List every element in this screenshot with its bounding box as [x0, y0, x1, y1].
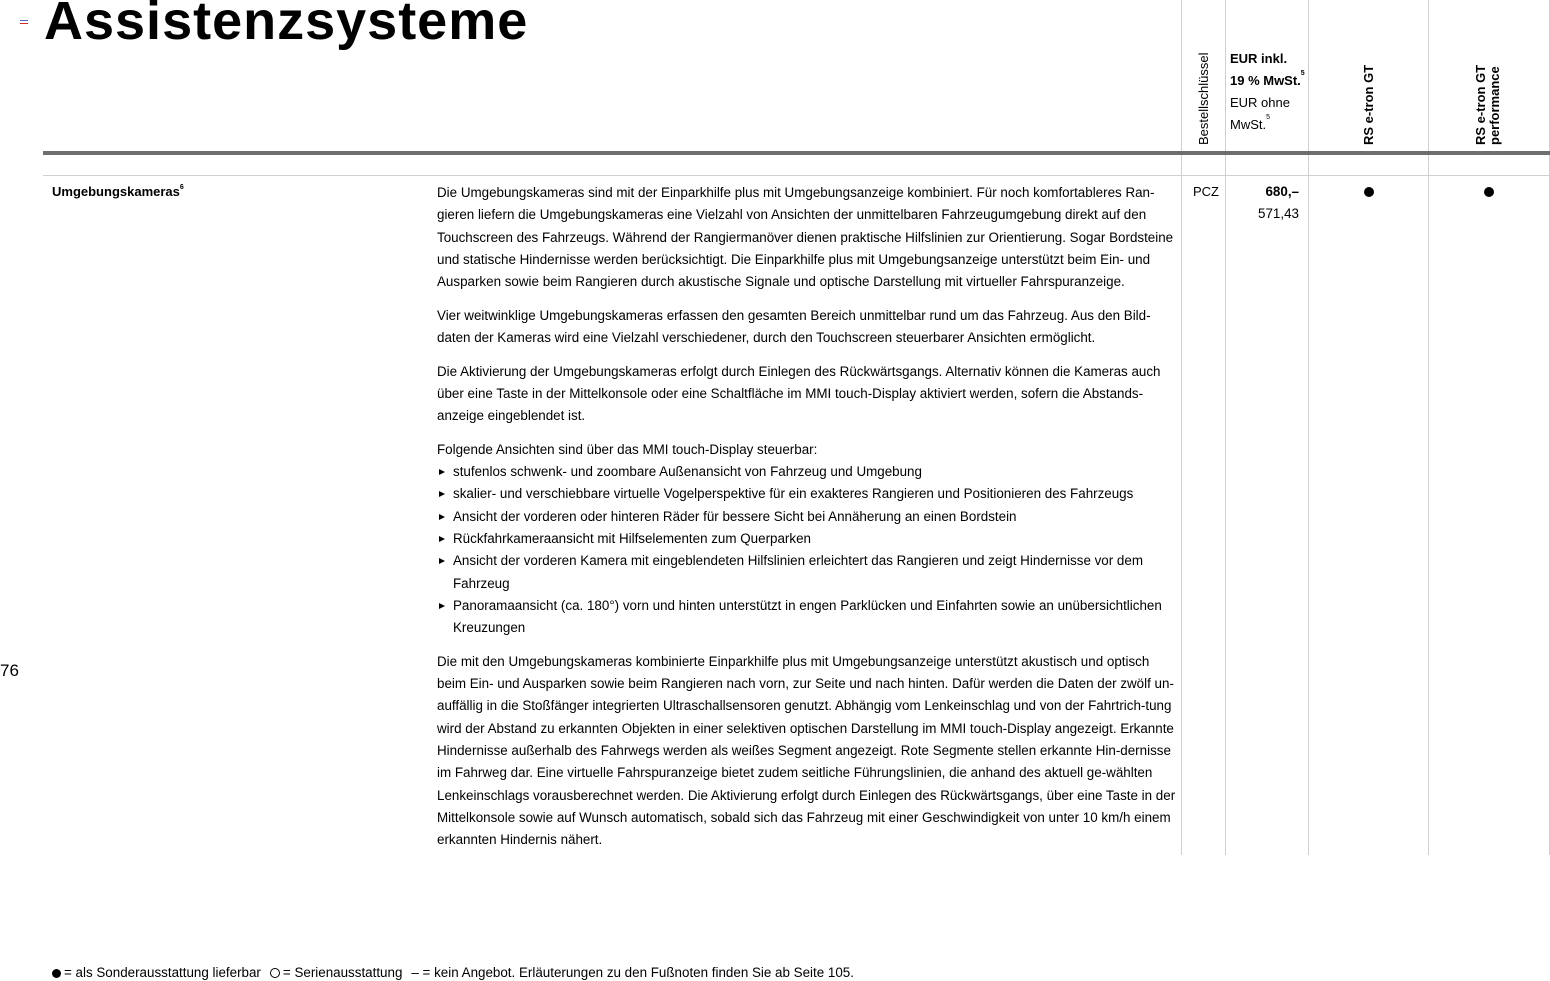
section-marker-icon	[20, 20, 28, 27]
header-price-incl-vat: 19 % MwSt.$^5$	[1230, 70, 1305, 88]
header-order-key: Bestellschlüssel	[1196, 52, 1211, 145]
row-item-name: Umgebungskameras$^6$	[52, 184, 184, 199]
row-description	[437, 182, 1177, 863]
column-divider	[1225, 0, 1226, 855]
header-model-1: RS e-tron GT	[1361, 64, 1376, 145]
filled-dot-icon	[52, 969, 61, 978]
header-price-excl-line2: MwSt.$^5$	[1230, 114, 1271, 132]
column-divider	[1181, 0, 1182, 855]
view-list-item: Rückfahrkameraansicht mit Hilfselementen zum Querparken	[437, 528, 1177, 550]
description-paragraph: Vier weitwinklige Umgebungskameras erfassen den gesamten Bereich unmittelbar rund um das Fahrzeug. Aus den Bild-daten der Kameras wird eine Vielzahl verschiedener, durch den Touchscreen steuerbarer Ansichten ermöglicht.	[437, 307, 1151, 346]
header-price	[1230, 48, 1305, 136]
header-rule	[43, 151, 1550, 155]
row-order-code: PCZ	[1193, 184, 1219, 199]
optional-equipment-dot-icon	[1364, 187, 1374, 197]
column-divider	[1428, 0, 1429, 855]
view-list-item: Ansicht der vorderen Kamera mit eingeblendeten Hilfslinien erleichtert das Rangieren und zeigt Hindernisse vor dem Fahrzeug	[437, 550, 1177, 595]
legend	[52, 965, 854, 980]
optional-equipment-dot-icon	[1484, 187, 1494, 197]
legend-optional: = als Sonderausstattung lieferbar	[64, 965, 261, 980]
row-price-excl: 571,43	[1258, 206, 1299, 221]
legend-none: – = kein Angebot. Erläuterungen zu den Fußnoten finden Sie ab Seite 105.	[411, 965, 854, 980]
page-number: 76	[0, 661, 19, 680]
view-list-item: skalier- und verschiebbare virtuelle Vogelperspektive für ein exakteres Rangieren und Positionieren des Fahrzeugs	[437, 483, 1177, 505]
description-paragraph: Folgende Ansichten sind über das MMI touch-Display steuerbar:	[437, 441, 818, 457]
row-price-incl: 680,–	[1265, 184, 1299, 199]
view-list-item: stufenlos schwenk- und zoombare Außenansicht von Fahrzeug und Umgebung	[437, 461, 1177, 483]
view-list-item: Ansicht der vorderen oder hinteren Räder für bessere Sicht bei Annäherung an einen Bordstein	[437, 506, 1177, 528]
page-title: Assistenzsysteme	[44, 0, 529, 51]
view-list	[437, 461, 1177, 639]
header-price-incl-label: EUR inkl.	[1230, 51, 1288, 66]
view-list-item: Panoramaansicht (ca. 180°) vorn und hinten unterstützt in engen Parklücken und Einfahrten sowie an unübersichtlichen Kreuzungen	[437, 595, 1177, 640]
description-paragraph: Die mit den Umgebungskameras kombinierte Einparkhilfe plus mit Umgebungsanzeige unterstützt akustisch und optisch beim Ein- und Ausparken sowie beim Rangieren nach vorn, zur Seite und nach hinten. Dafür werden die Daten der zwölf un-auffällig in die Stoßfänger integrierten Ultraschallsensoren genutzt. Abhängig vom Lenkeinschlag und von der Fahrtrich-tung wird der Abstand zu erkannten Objekten in einer selektiven optischen Darstellung im MMI touch-Display angezeigt. Erkannte Hindernisse außerhalb des Fahrwegs werden als weißes Segment angezeigt. Rote Segmente stellen erkannte Hin-dernisse im Fahrweg dar. Eine virtuelle Fahrspuranzeige bietet zudem seitliche Führungslinien, die anhand des aktuell ge-wählten Lenkeinschlags vorausberechnet werden. Die Aktivierung erfolgt durch Einlegen des Rückwärtsgangs, über eine Taste in der Mittelkonsole sowie auf Wunsch automatisch, sobald sich das Fahrzeug mit einer Geschwindigkeit von unter 10 km/h einem erkannten Hindernis nähert.	[437, 653, 1176, 848]
header-model-2: RS e-tron GT performance	[1473, 64, 1502, 145]
description-paragraph: Die Umgebungskameras sind mit der Einparkhilfe plus mit Umgebungsanzeige kombiniert. Für noch komfortableres Ran-gieren liefern die Umgebungskameras eine Vielzahl von Ansichten der unmittelbaren Fahrzeugumgebung direkt auf den Touchscreen des Fahrzeugs. Während der Rangiermanöver dienen praktische Hilfslinien zur Orientierung. Sogar Bordsteine und statische Hindernisse werden berücksichtigt. Die Einparkhilfe plus mit Umgebungsanzeige unterstützt beim Ein- und Ausparken sowie beim Rangieren durch akustische Signale und optische Darstellung mit virtueller Fahrspuranzeige.	[437, 185, 1174, 290]
row-separator	[43, 175, 1550, 176]
column-divider	[1308, 0, 1309, 855]
description-paragraph: Die Aktivierung der Umgebungskameras erfolgt durch Einlegen des Rückwärtsgangs. Alternativ können die Kameras auch über eine Taste in der Mittelkonsole oder eine Schaltfläche im MMI touch-Display aktiviert werden, sofern die Abstands-anzeige eingeblendet ist.	[437, 363, 1161, 424]
header-price-excl-line1: EUR ohne	[1230, 95, 1290, 110]
legend-standard: = Serienausstattung	[282, 965, 403, 980]
open-circle-icon	[270, 968, 280, 978]
